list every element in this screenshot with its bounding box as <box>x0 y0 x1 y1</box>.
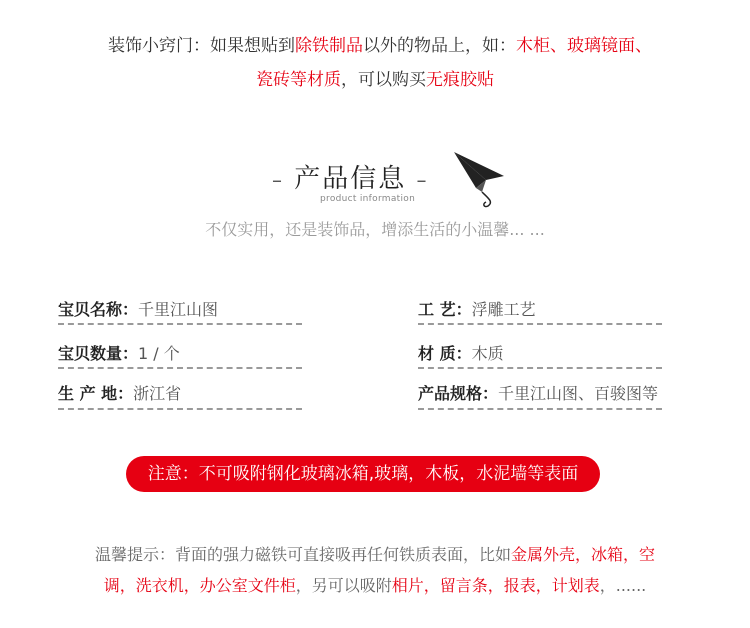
decor-tip-text: 装饰小窍门：如果想贴到 <box>108 36 295 56</box>
spec-value: 浙江省 <box>133 384 182 403</box>
paper-plane-icon <box>452 150 508 210</box>
section-title-text: 产品信息 <box>294 164 407 194</box>
decor-tip-line-2 <box>0 62 750 98</box>
warm-tip-highlight: 金属外壳，冰箱，空 <box>511 545 656 564</box>
spec-material <box>418 341 504 364</box>
warm-tip-highlight: 调，洗衣机，办公室文件柜 <box>103 576 296 595</box>
spec-divider <box>58 367 302 369</box>
decor-tip-highlight: 木柜、玻璃镜面、 <box>516 36 652 56</box>
section-title <box>272 158 429 195</box>
warm-tip-text: ，另可以吸附 <box>295 576 392 595</box>
spec-label: 宝贝数量： <box>58 344 139 363</box>
spec-value: 木质 <box>471 344 504 363</box>
decor-tip-text: 以外的物品上，如： <box>363 36 516 56</box>
spec-label: 工 艺： <box>418 300 472 319</box>
section-subtitle: product information <box>320 194 416 204</box>
warm-tip-text: ，...... <box>599 576 647 595</box>
title-dash-left: – <box>272 168 284 192</box>
spec-divider <box>58 323 302 325</box>
spec-divider <box>58 408 302 410</box>
decor-tip-line-1 <box>0 28 750 64</box>
spec-value: 浮雕工艺 <box>471 300 536 319</box>
spec-label: 生 产 地： <box>58 384 134 403</box>
spec-label: 产品规格： <box>418 384 499 403</box>
spec-label: 宝贝名称： <box>58 300 139 319</box>
spec-craft <box>418 297 536 320</box>
warm-tip-line-2 <box>0 573 750 596</box>
notice-banner: 注意：不可吸附钢化玻璃冰箱,玻璃，木板，水泥墙等表面 <box>126 456 600 492</box>
warm-tip-line-1 <box>0 542 750 565</box>
spec-name <box>58 297 218 320</box>
spec-value: 千里江山图、百骏图等 <box>498 384 659 403</box>
spec-label: 材 质： <box>418 344 472 363</box>
spec-divider <box>418 408 662 410</box>
decor-tip-highlight: 除铁制品 <box>295 36 363 56</box>
decor-tip-highlight: 瓷砖等材质 <box>256 70 341 90</box>
decor-tip-text: ，可以购买 <box>341 70 426 90</box>
decor-tip-link: 无痕胶贴 <box>426 70 494 90</box>
product-info-header <box>0 150 750 210</box>
warm-tip-highlight: 相片，留言条，报表，计划表 <box>391 576 600 595</box>
spec-divider <box>418 367 662 369</box>
title-dash-right: – <box>416 168 429 192</box>
slogan: 不仅实用，还是装饰品，增添生活的小温馨... ... <box>205 220 545 239</box>
spec-divider <box>418 323 662 325</box>
spec-size <box>418 381 658 404</box>
warm-tip-text: 温馨提示：背面的强力磁铁可直接吸再任何铁质表面，比如 <box>94 545 511 564</box>
spec-value: 1 / 个 <box>138 344 180 363</box>
spec-quantity <box>58 341 180 364</box>
spec-value: 千里江山图 <box>138 300 219 319</box>
spec-origin <box>58 381 181 404</box>
